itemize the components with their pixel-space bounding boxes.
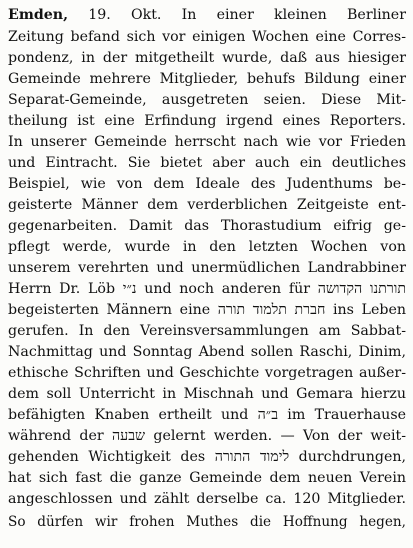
text-line-3: pondenz, in der mitgetheilt wurde, daß aus hiesiger	[8, 50, 406, 66]
text-line-10: geisterte Männer dem verderblichen Zeitgeiste ent-	[8, 197, 406, 213]
text-line-22: gehenden Wichtigkeit des לימוד התורה durchdrungen,	[8, 449, 406, 465]
text-line-12: pflegt werde, wurde in den letzten Wochen von	[8, 239, 406, 255]
text-line-20: befähigten Knaben ertheilt und ב״ה im Trauerhause	[8, 407, 406, 423]
text-line-11: gegenarbeiten. Damit das Thorastudium eifrig ge-	[8, 218, 406, 234]
text-line-15: begeisterten Männern eine חברת תלמוד תורה ins Leben	[8, 302, 406, 318]
text-line-2: Zeitung befand sich vor einigen Wochen eine Corres-	[8, 29, 406, 45]
text-line-14: Herrn Dr. Löb נ״י und noch anderen für תורתנו הקדושה	[8, 281, 406, 297]
text-line-21: während der שבעה gelernt werden. — Von der weit-	[8, 428, 406, 444]
text-line-23: hat sich fast die ganze Gemeinde dem neuen Verein	[8, 470, 406, 486]
dateline-rest: 19. Okt. In einer kleinen Berliner	[68, 7, 406, 23]
text-line-19: dem soll Unterricht in Mischnah und Gemara hierzu	[8, 386, 406, 402]
text-line-13: unserem verehrten und unermüdlichen Landrabbiner	[8, 260, 406, 276]
text-line-1	[8, 4, 406, 26]
text-line-8: und Eintracht. Sie bietet aber auch ein deutliches	[8, 155, 406, 171]
text-line-6: theilung ist eine Erfindung irgend eines Reporters.	[8, 113, 406, 129]
text-line-17: Nachmittag und Sonntag Abend sollen Raschi, Dinim,	[8, 344, 406, 360]
text-line-5: Separat-Gemeinde, ausgetreten seien. Diese Mit-	[8, 92, 406, 108]
text-line-25: So dürfen wir frohen Muthes die Hoffnung hegen,	[8, 514, 406, 530]
dateline-place: Emden,	[8, 7, 69, 23]
text-line-4: Gemeinde mehrere Mitglieder, behufs Bildung einer	[8, 71, 406, 87]
text-line-7: In unserer Gemeinde herrscht nach wie vor Frieden	[8, 134, 406, 150]
text-line-24: angeschlossen und zählt derselbe ca. 120 Mitglieder.	[8, 491, 406, 507]
text-line-16: gerufen. In den Vereinsversammlungen am Sabbat-	[8, 323, 406, 339]
text-line-18: ethische Schriften und Geschichte vorgetragen außer-	[8, 365, 406, 381]
text-line-9: Beispiel, wie von dem Ideale des Judenthums be-	[8, 176, 406, 192]
